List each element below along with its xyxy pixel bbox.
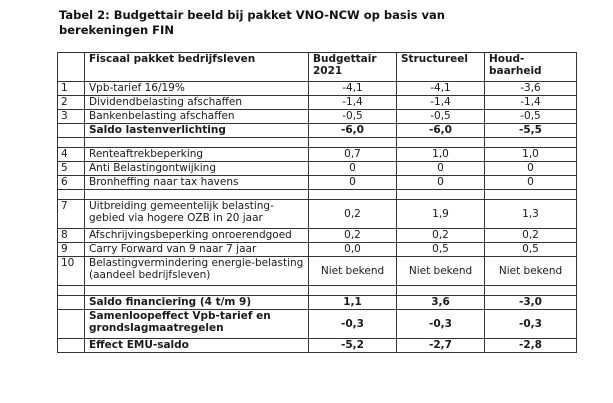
value-houdbaarheid: 0 (485, 176, 577, 190)
value-houdbaarheid: -2,8 (485, 339, 577, 353)
spacer-row (58, 190, 577, 200)
row-label: Belastingvermindering energie-belasting (aandeel bedrijfsleven) (85, 257, 309, 286)
header-structureel: Structureel (397, 53, 485, 82)
row-index: 6 (58, 176, 85, 190)
row-label: Saldo financiering (4 t/m 9) (85, 296, 309, 310)
table-header-row (58, 53, 577, 82)
value-houdbaarheid: -0,5 (485, 110, 577, 124)
table-row (58, 162, 577, 176)
value-budgettair: -4,1 (309, 82, 397, 96)
table-caption (59, 8, 579, 38)
table-row (58, 82, 577, 96)
spacer-cell (397, 138, 485, 148)
total-row (58, 310, 577, 339)
value-structureel: -0,5 (397, 110, 485, 124)
table-row (58, 176, 577, 190)
value-structureel: -1,4 (397, 96, 485, 110)
table-row (58, 243, 577, 257)
value-budgettair: 0,0 (309, 243, 397, 257)
caption-line-2: berekeningen FIN (59, 23, 174, 37)
row-index: 5 (58, 162, 85, 176)
row-label: Renteaftrekbeperking (85, 148, 309, 162)
value-budgettair: -0,5 (309, 110, 397, 124)
value-houdbaarheid: 0 (485, 162, 577, 176)
value-houdbaarheid: 0,2 (485, 229, 577, 243)
spacer-cell (309, 286, 397, 296)
value-structureel: 0,5 (397, 243, 485, 257)
header-label: Fiscaal pakket bedrijfsleven (85, 53, 309, 82)
value-structureel: Niet bekend (397, 257, 485, 286)
spacer-cell (85, 286, 309, 296)
value-budgettair: 0,2 (309, 229, 397, 243)
spacer-cell (58, 138, 85, 148)
table-row (58, 200, 577, 229)
value-structureel: -0,3 (397, 310, 485, 339)
row-label: Dividendbelasting afschaffen (85, 96, 309, 110)
row-index: 8 (58, 229, 85, 243)
row-label: Afschrijvingsbeperking onroerendgoed (85, 229, 309, 243)
value-budgettair: Niet bekend (309, 257, 397, 286)
value-budgettair: 1,1 (309, 296, 397, 310)
row-label: Anti Belastingontwijking (85, 162, 309, 176)
row-label: Carry Forward van 9 naar 7 jaar (85, 243, 309, 257)
spacer-row (58, 138, 577, 148)
row-index: 2 (58, 96, 85, 110)
value-budgettair: 0,2 (309, 200, 397, 229)
value-budgettair: -0,3 (309, 310, 397, 339)
table-row (58, 96, 577, 110)
header-houdbaarheid: Houd-baarheid (485, 53, 577, 82)
header-index-cell (58, 53, 85, 82)
value-houdbaarheid: -3,6 (485, 82, 577, 96)
value-structureel: -6,0 (397, 124, 485, 138)
value-structureel: 0 (397, 162, 485, 176)
row-label: Bronheffing naar tax havens (85, 176, 309, 190)
value-houdbaarheid: -0,3 (485, 310, 577, 339)
spacer-cell (85, 138, 309, 148)
value-budgettair: 0,7 (309, 148, 397, 162)
value-budgettair: -6,0 (309, 124, 397, 138)
header-budgettair: Budgettair 2021 (309, 53, 397, 82)
spacer-cell (397, 190, 485, 200)
table-row (58, 229, 577, 243)
row-label: Vpb-tarief 16/19% (85, 82, 309, 96)
row-index: 1 (58, 82, 85, 96)
spacer-row (58, 286, 577, 296)
value-structureel: -4,1 (397, 82, 485, 96)
value-houdbaarheid: 0,5 (485, 243, 577, 257)
spacer-cell (485, 138, 577, 148)
value-houdbaarheid: 1,0 (485, 148, 577, 162)
row-label: Uitbreiding gemeentelijk belasting-gebied via hogere OZB in 20 jaar (85, 200, 309, 229)
total-row (58, 339, 577, 353)
spacer-cell (58, 190, 85, 200)
value-budgettair: -5,2 (309, 339, 397, 353)
row-index (58, 124, 85, 138)
spacer-cell (397, 286, 485, 296)
value-structureel: 0 (397, 176, 485, 190)
spacer-cell (309, 138, 397, 148)
spacer-cell (309, 190, 397, 200)
total-row (58, 296, 577, 310)
row-index (58, 339, 85, 353)
row-index: 4 (58, 148, 85, 162)
value-houdbaarheid: -5,5 (485, 124, 577, 138)
spacer-cell (58, 286, 85, 296)
value-structureel: 3,6 (397, 296, 485, 310)
spacer-cell (485, 190, 577, 200)
row-index (58, 296, 85, 310)
table-row (58, 257, 577, 286)
value-houdbaarheid: Niet bekend (485, 257, 577, 286)
budget-table (57, 52, 577, 353)
spacer-cell (485, 286, 577, 296)
row-index (58, 310, 85, 339)
row-index: 7 (58, 200, 85, 229)
caption-line-1: Tabel 2: Budgettair beeld bij pakket VNO-NCW op basis van (59, 8, 445, 22)
value-houdbaarheid: 1,3 (485, 200, 577, 229)
total-row (58, 124, 577, 138)
value-houdbaarheid: -1,4 (485, 96, 577, 110)
spacer-cell (85, 190, 309, 200)
table-row (58, 110, 577, 124)
value-structureel: -2,7 (397, 339, 485, 353)
row-label: Saldo lastenverlichting (85, 124, 309, 138)
value-budgettair: -1,4 (309, 96, 397, 110)
value-houdbaarheid: -3,0 (485, 296, 577, 310)
row-index: 3 (58, 110, 85, 124)
value-structureel: 0,2 (397, 229, 485, 243)
value-structureel: 1,9 (397, 200, 485, 229)
row-label: Samenloopeffect Vpb-tarief en grondslagmaatregelen (85, 310, 309, 339)
table-row (58, 148, 577, 162)
row-index: 10 (58, 257, 85, 286)
row-label: Bankenbelasting afschaffen (85, 110, 309, 124)
value-budgettair: 0 (309, 162, 397, 176)
value-budgettair: 0 (309, 176, 397, 190)
row-index: 9 (58, 243, 85, 257)
value-structureel: 1,0 (397, 148, 485, 162)
row-label: Effect EMU-saldo (85, 339, 309, 353)
